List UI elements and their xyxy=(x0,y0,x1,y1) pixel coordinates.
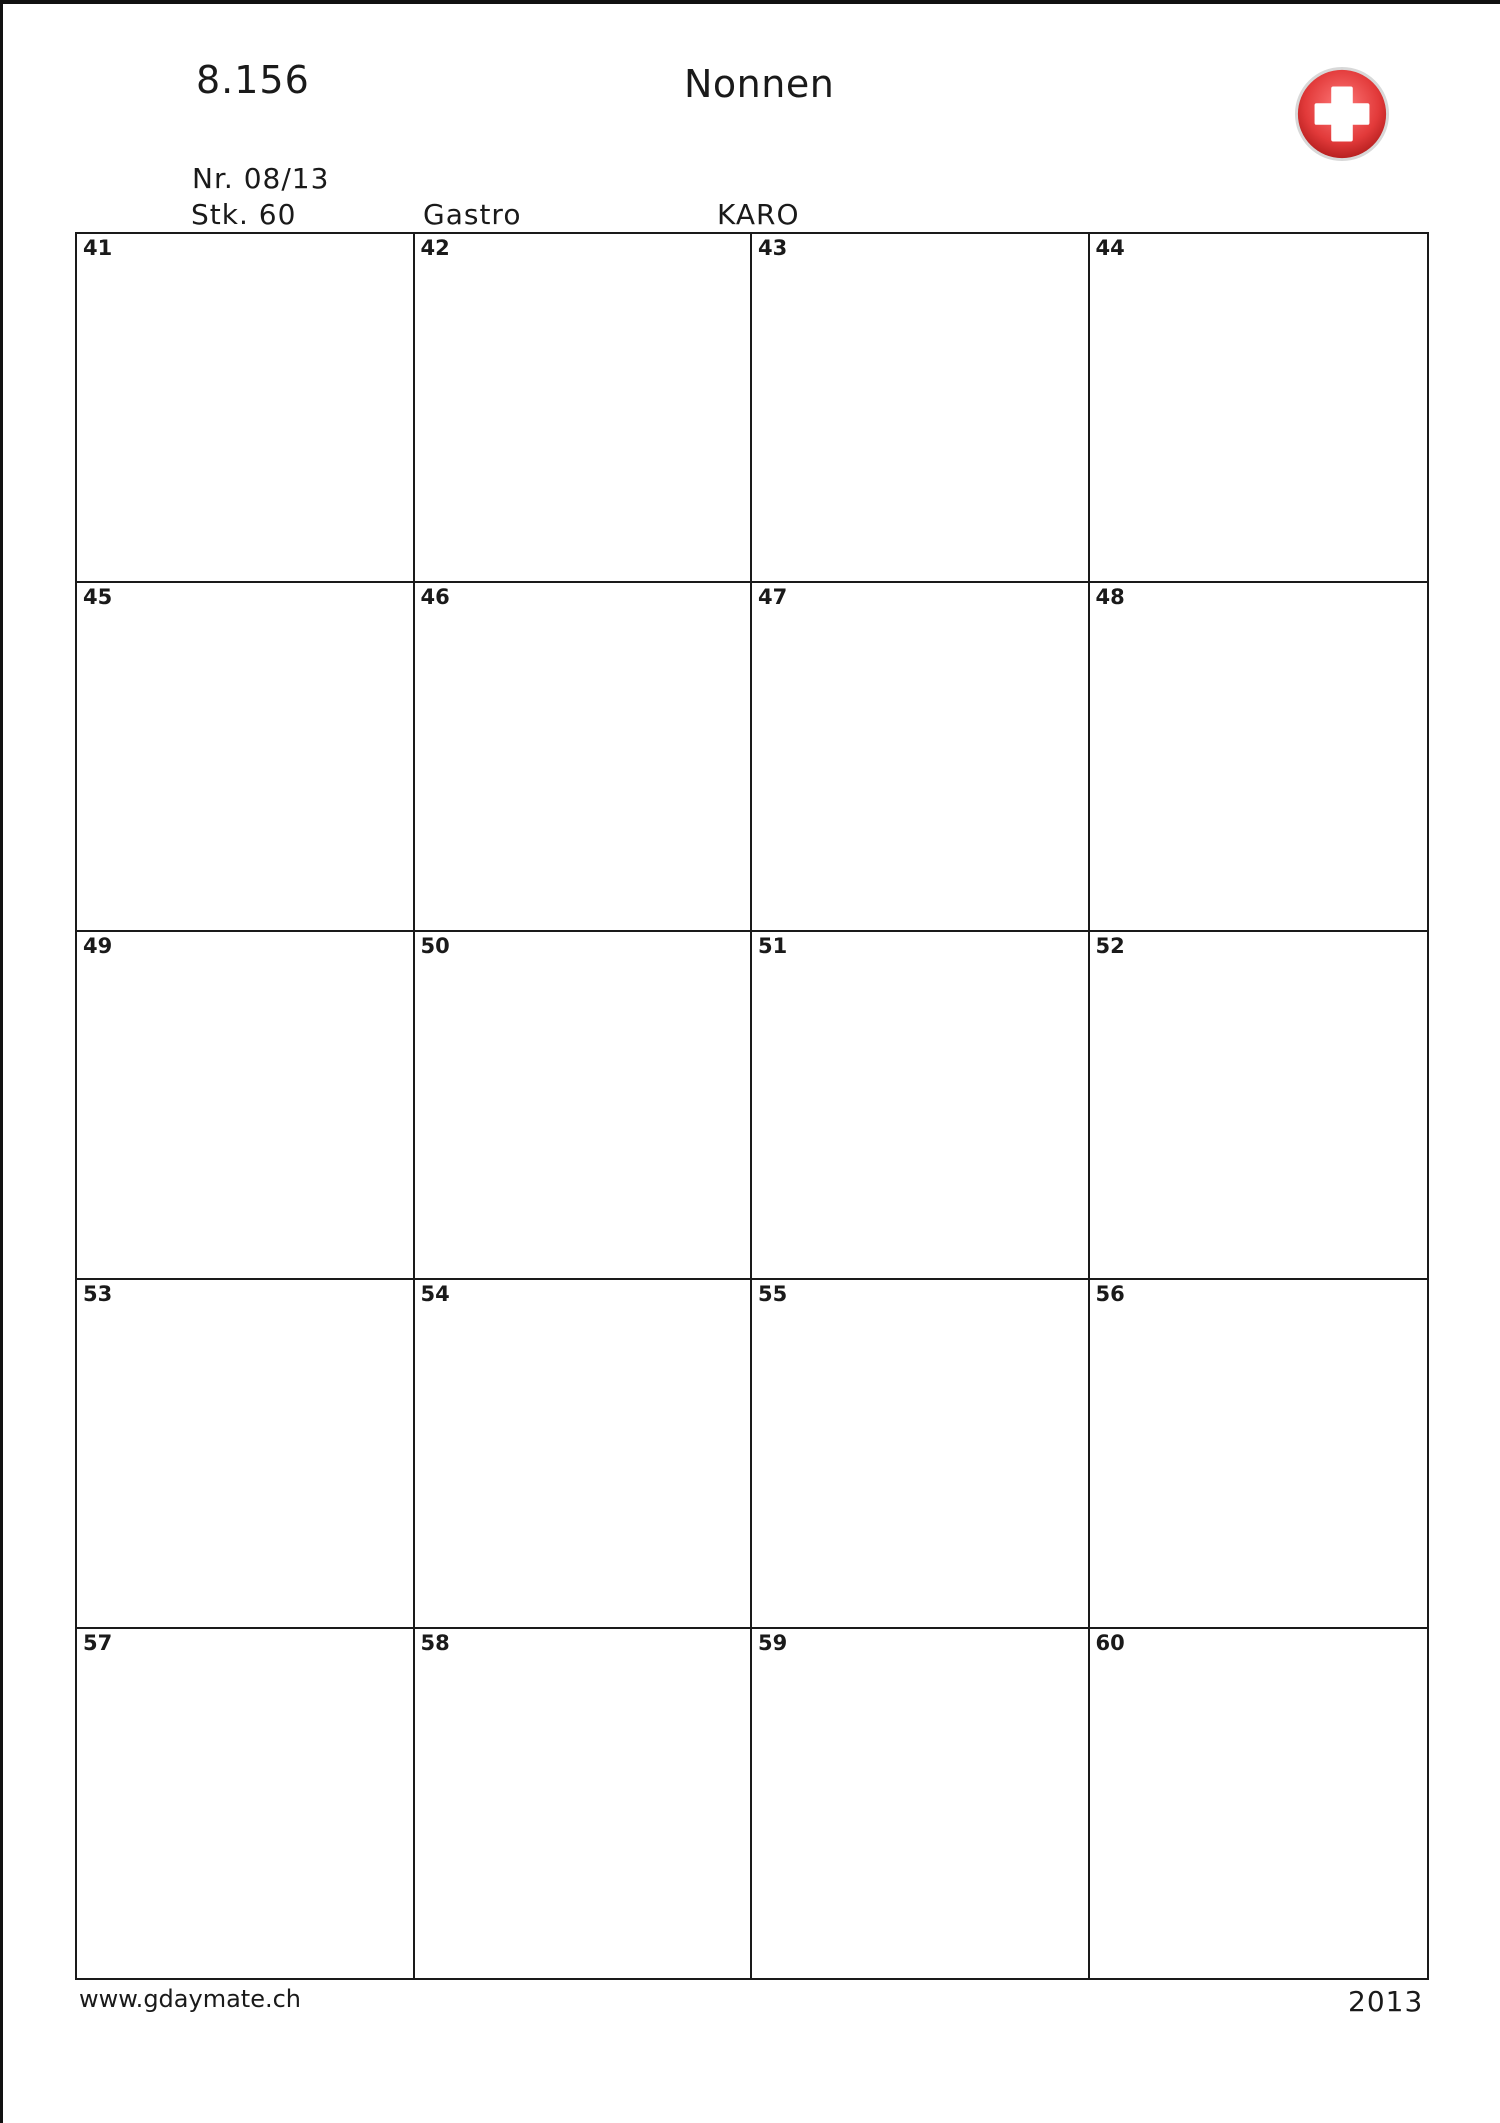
grid-cell xyxy=(77,1629,415,1978)
grid-cell xyxy=(415,1629,753,1978)
cell-number: 52 xyxy=(1095,933,1125,958)
cell-number: 60 xyxy=(1095,1631,1125,1656)
grid-cell xyxy=(77,234,415,583)
grid-cell xyxy=(77,1280,415,1629)
grid-cell xyxy=(752,1280,1090,1629)
grid-cell xyxy=(415,234,753,583)
grid-cell xyxy=(1090,1629,1428,1978)
cell-number: 47 xyxy=(758,584,788,609)
grid-cell xyxy=(415,1280,753,1629)
grid-cell xyxy=(415,932,753,1281)
sheet-format: KARO xyxy=(717,198,800,231)
cell-number: 43 xyxy=(758,236,788,260)
grid-cell xyxy=(752,583,1090,932)
cell-number: 55 xyxy=(758,1282,788,1307)
cell-number: 53 xyxy=(83,1282,113,1307)
sheet-title: Nonnen xyxy=(684,62,835,106)
cell-number: 57 xyxy=(83,1631,113,1656)
cell-number: 56 xyxy=(1095,1282,1125,1307)
grid-cell xyxy=(1090,583,1428,932)
cell-number: 42 xyxy=(420,236,450,260)
grid-cell xyxy=(1090,1280,1428,1629)
cell-number: 59 xyxy=(758,1631,788,1656)
sheet-number: Nr. 08/13 xyxy=(192,162,330,195)
cell-number: 50 xyxy=(420,933,450,958)
cell-number: 41 xyxy=(83,236,113,260)
grid-cell xyxy=(77,932,415,1281)
cell-number: 45 xyxy=(83,584,113,609)
grid-cell xyxy=(77,583,415,932)
grid-cell xyxy=(752,1629,1090,1978)
cell-number: 48 xyxy=(1095,584,1125,609)
cell-number: 54 xyxy=(420,1282,450,1307)
catalog-number: 8.156 xyxy=(196,58,310,102)
scan-edge-left xyxy=(0,0,3,2123)
cell-number: 44 xyxy=(1095,236,1125,260)
grid-cell xyxy=(752,234,1090,583)
scan-edge-top xyxy=(0,0,1500,4)
grid-cell xyxy=(752,932,1090,1281)
footer-url: www.gdaymate.ch xyxy=(79,1985,301,2013)
piece-count: Stk. 60 xyxy=(191,198,297,231)
cell-number: 51 xyxy=(758,933,788,958)
grid-cell xyxy=(1090,932,1428,1281)
cell-number: 46 xyxy=(420,584,450,609)
stamp-grid xyxy=(75,232,1429,1980)
grid-cell xyxy=(1090,234,1428,583)
swiss-cross-icon xyxy=(1293,65,1391,163)
sheet-type: Gastro xyxy=(423,198,522,231)
cell-number: 58 xyxy=(420,1631,450,1656)
cell-number: 49 xyxy=(83,933,113,958)
grid-cell xyxy=(415,583,753,932)
footer-year: 2013 xyxy=(1348,1985,1424,2018)
